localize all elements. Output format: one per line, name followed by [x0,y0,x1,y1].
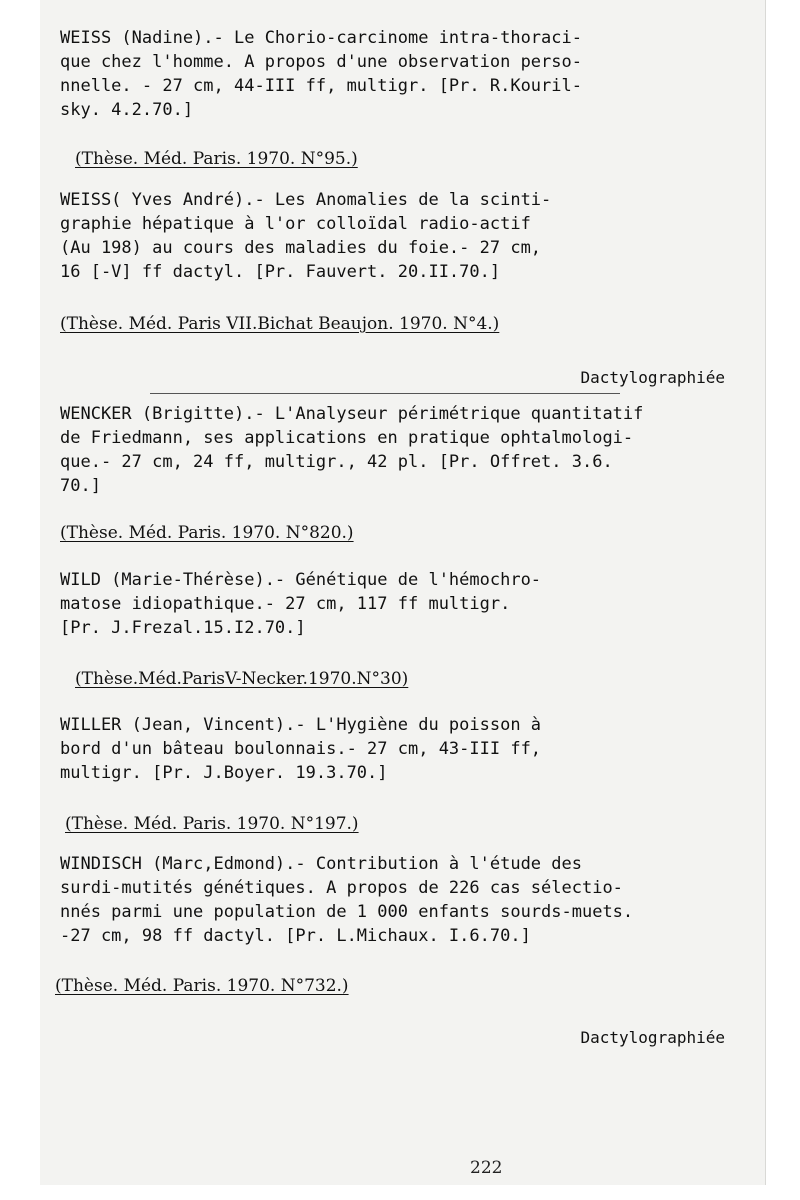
thesis-reference: (Thèse. Méd. Paris. 1970. N°732.) [55,976,349,996]
entry-line: que chez l'homme. A propos d'une observation perso- [60,52,582,72]
entry-line: WILD (Marie-Thérèse).- Génétique de l'hémochro- [60,570,542,590]
entry-line: (Au 198) au cours des maladies du foie.- 27 cm, [60,238,542,258]
thesis-reference: (Thèse. Méd. Paris. 1970. N°95.) [75,149,358,169]
entry-line: de Friedmann, ses applications en pratique ophtalmologi- [60,428,634,448]
bibliography-entry-wild [60,568,760,640]
separator-rule [150,393,620,394]
entry-line: graphie hépatique à l'or colloïdal radio-actif [60,214,531,234]
typescript-note: Dactylographiée [580,368,725,387]
entry-line: surdi-mutités génétiques. A propos de 226 cas sélectio- [60,878,623,898]
entry-line: 70.] [60,476,101,496]
bibliography-entry-willer [60,713,760,785]
entry-line: bord d'un bâteau boulonnais.- 27 cm, 43-III ff, [60,739,542,759]
entry-line: 16 [-V] ff dactyl. [Pr. Fauvert. 20.II.70.] [60,262,501,282]
entry-line: [Pr. J.Frezal.15.I2.70.] [60,618,306,638]
thesis-reference: (Thèse. Méd. Paris. 1970. N°197.) [65,814,359,834]
entry-line: nnelle. - 27 cm, 44-III ff, multigr. [Pr. R.Kouril- [60,76,582,96]
entry-line: multigr. [Pr. J.Boyer. 19.3.70.] [60,763,388,783]
page-number: 222 [470,1158,503,1178]
entry-line: WENCKER (Brigitte).- L'Analyseur périmétrique quantitatif [60,404,644,424]
entry-line: nnés parmi une population de 1 000 enfants sourds-muets. [60,902,634,922]
entry-line: matose idiopathique.- 27 cm, 117 ff multigr. [60,594,511,614]
entry-line: WINDISCH (Marc,Edmond).- Contribution à l'étude des [60,854,582,874]
thesis-reference: (Thèse.Méd.ParisV-Necker.1970.N°30) [75,669,409,689]
entry-line: WEISS( Yves André).- Les Anomalies de la scinti- [60,190,552,210]
thesis-reference: (Thèse. Méd. Paris. 1970. N°820.) [60,523,354,543]
entry-line: sky. 4.2.70.] [60,100,194,120]
bibliography-entry-wencker [60,402,760,498]
entry-line: que.- 27 cm, 24 ff, multigr., 42 pl. [Pr. Offret. 3.6. [60,452,613,472]
entry-line: -27 cm, 98 ff dactyl. [Pr. L.Michaux. I.6.70.] [60,926,531,946]
bibliography-entry-weiss-nadine [60,26,760,122]
bibliography-entry-windisch [60,852,760,948]
thesis-reference: (Thèse. Méd. Paris VII.Bichat Beaujon. 1970. N°4.) [60,314,500,334]
typescript-note: Dactylographiée [580,1028,725,1047]
entry-line: WEISS (Nadine).- Le Chorio-carcinome intra-thoraci- [60,28,582,48]
entry-line: WILLER (Jean, Vincent).- L'Hygiène du poisson à [60,715,542,735]
bibliography-entry-weiss-yves [60,188,760,284]
